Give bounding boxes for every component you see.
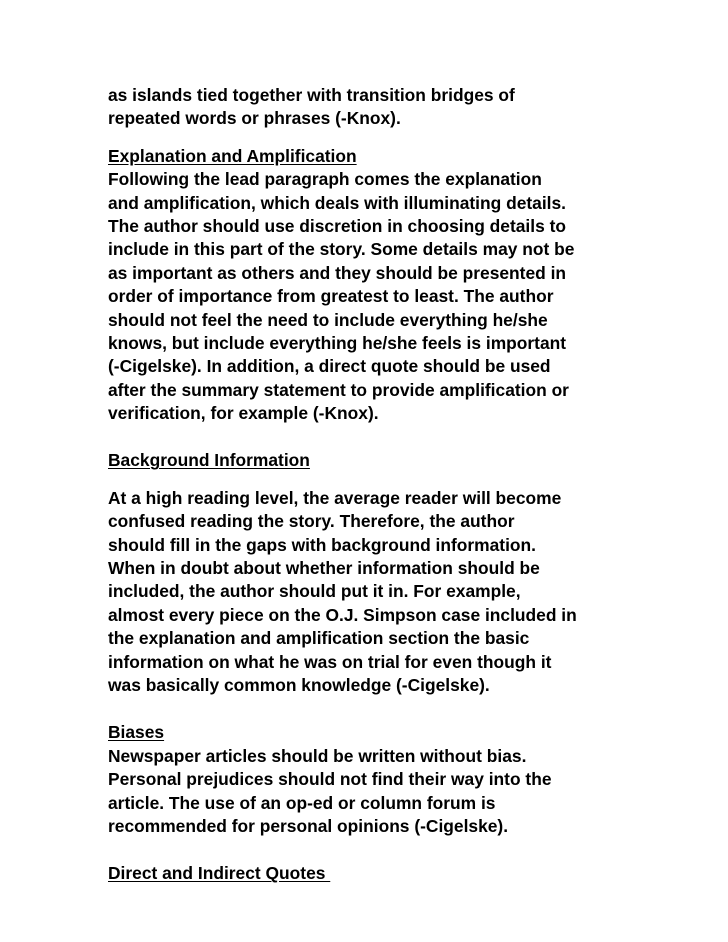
- text-line: include in this part of the story. Some details may not be: [108, 239, 575, 260]
- intro-paragraph: [108, 84, 628, 131]
- text-line: almost every piece on the O.J. Simpson case included in: [108, 604, 577, 625]
- text-line: should not feel the need to include everything he/she: [108, 309, 548, 330]
- section-heading: Biases: [108, 722, 165, 743]
- text-line: Newspaper articles should be written without bias.: [108, 745, 527, 766]
- text-line: knows, but include everything he/she feels is important: [108, 332, 567, 353]
- text-line: included, the author should put it in. For example,: [108, 581, 521, 602]
- text-line: (-Cigelske). In addition, a direct quote should be used: [108, 356, 551, 377]
- text-line: Personal prejudices should not find their way into the: [108, 769, 552, 790]
- section-heading: Explanation and Amplification: [108, 145, 357, 166]
- text-line: The author should use discretion in choosing details to: [108, 215, 566, 236]
- section-direct-indirect-quotes: [108, 862, 628, 885]
- text-line: after the summary statement to provide amplification or: [108, 379, 569, 400]
- text-line: At a high reading level, the average reader will become: [108, 487, 562, 508]
- document-page: [108, 84, 628, 886]
- text-line: as important as others and they should be presented in: [108, 262, 567, 283]
- section-explanation-amplification: [108, 145, 628, 426]
- text-line: verification, for example (-Knox).: [108, 403, 379, 424]
- section-background-information: [108, 449, 628, 697]
- text-line: article. The use of an op-ed or column forum is: [108, 792, 496, 813]
- text-line: the explanation and amplification section the basic: [108, 628, 530, 649]
- text-line: When in doubt about whether information should be: [108, 558, 540, 579]
- text-line: information on what he was on trial for even though it: [108, 651, 552, 672]
- section-biases: [108, 721, 628, 838]
- text-line: Following the lead paragraph comes the explanation: [108, 169, 542, 190]
- text-line: confused reading the story. Therefore, the author: [108, 511, 515, 532]
- section-heading: Direct and Indirect Quotes: [108, 863, 331, 884]
- text-line: was basically common knowledge (-Cigelske).: [108, 674, 490, 695]
- section-heading: Background Information: [108, 450, 310, 471]
- text-line: as islands tied together with transition bridges of: [108, 85, 515, 105]
- text-line: recommended for personal opinions (-Cigelske).: [108, 815, 509, 836]
- text-line: order of importance from greatest to least. The author: [108, 286, 554, 307]
- text-line: should fill in the gaps with background information.: [108, 534, 536, 555]
- text-line: repeated words or phrases (-Knox).: [108, 108, 401, 129]
- text-line: and amplification, which deals with illuminating details.: [108, 192, 567, 213]
